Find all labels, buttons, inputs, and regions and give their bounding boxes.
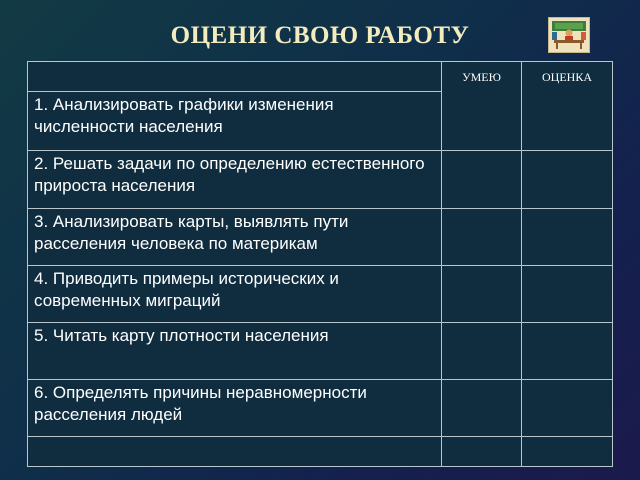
- can-cell[interactable]: [442, 209, 522, 266]
- grade-cell[interactable]: [522, 266, 613, 323]
- can-cell[interactable]: [442, 437, 522, 467]
- header-grade: ОЦЕНКА: [522, 62, 613, 151]
- grade-cell[interactable]: [522, 151, 613, 209]
- header-can: УМЕЮ: [442, 62, 522, 151]
- table-row: [28, 266, 613, 323]
- can-cell[interactable]: [442, 151, 522, 209]
- task-cell: 3. Анализировать карты, выявлять пути расселения человека по материкам: [28, 209, 442, 266]
- header-task: [28, 62, 442, 92]
- header-row: [28, 62, 613, 92]
- task-cell: 5. Читать карту плотности населения: [28, 323, 442, 380]
- task-cell: 1. Анализировать графики изменения численности населения: [28, 92, 442, 151]
- table-row: [28, 209, 613, 266]
- task-cell: 6. Определять причины неравномерности расселения людей: [28, 380, 442, 437]
- task-cell: 2. Решать задачи по определению естественного прироста населения: [28, 151, 442, 209]
- task-cell: 4. Приводить примеры исторических и современных миграций: [28, 266, 442, 323]
- slide-title: ОЦЕНИ СВОЮ РАБОТУ: [170, 22, 470, 49]
- can-cell[interactable]: [442, 323, 522, 380]
- table-row: [28, 151, 613, 209]
- self-assessment-table: [27, 61, 613, 467]
- grade-cell[interactable]: [522, 380, 613, 437]
- table-row: [28, 437, 613, 467]
- grade-cell[interactable]: [522, 323, 613, 380]
- grade-cell[interactable]: [522, 209, 613, 266]
- table-row: [28, 380, 613, 437]
- task-cell: [28, 437, 442, 467]
- can-cell[interactable]: [442, 380, 522, 437]
- grade-cell[interactable]: [522, 437, 613, 467]
- can-cell[interactable]: [442, 266, 522, 323]
- table-row: [28, 323, 613, 380]
- classroom-emblem-icon: [548, 17, 590, 53]
